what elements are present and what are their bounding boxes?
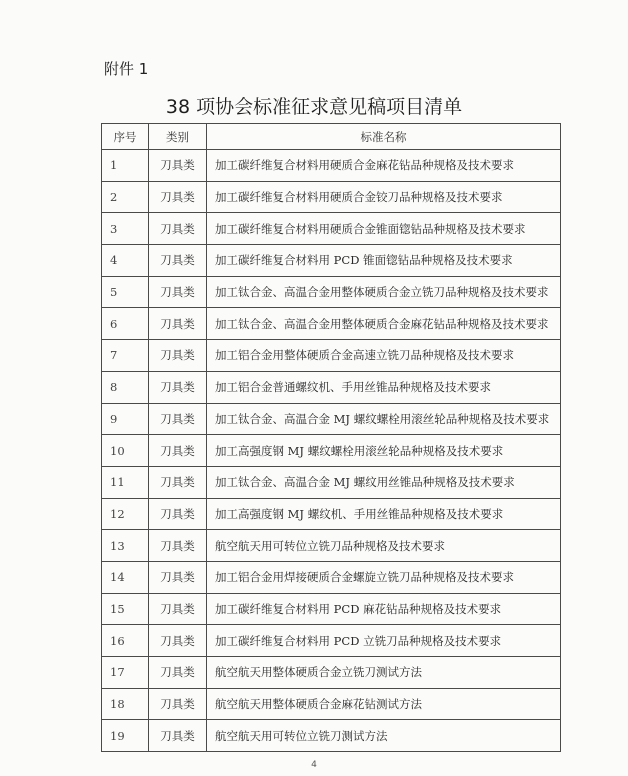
row-number: 8	[102, 371, 149, 403]
table-row	[102, 213, 561, 245]
row-number: 17	[102, 657, 149, 689]
row-standard-name: 加工碳纤维复合材料用 PCD 立铣刀品种规格及技术要求	[207, 625, 561, 657]
table-row	[102, 276, 561, 308]
row-number: 12	[102, 498, 149, 530]
table-row	[102, 498, 561, 530]
row-standard-name: 加工铝合金普通螺纹机、手用丝锥品种规格及技术要求	[207, 371, 561, 403]
table-header-row	[102, 124, 561, 150]
table-row	[102, 530, 561, 562]
row-category: 刀具类	[149, 530, 207, 562]
table-row	[102, 657, 561, 689]
standards-table	[101, 123, 561, 752]
row-standard-name: 航空航天用可转位立铣刀品种规格及技术要求	[207, 530, 561, 562]
row-category: 刀具类	[149, 181, 207, 213]
row-number: 18	[102, 688, 149, 720]
row-number: 4	[102, 245, 149, 277]
page-number: 4	[311, 760, 317, 770]
row-standard-name: 加工碳纤维复合材料用 PCD 锥面锪钻品种规格及技术要求	[207, 245, 561, 277]
row-standard-name: 加工碳纤维复合材料用 PCD 麻花钻品种规格及技术要求	[207, 593, 561, 625]
row-category: 刀具类	[149, 688, 207, 720]
row-category: 刀具类	[149, 561, 207, 593]
row-category: 刀具类	[149, 245, 207, 277]
row-number: 5	[102, 276, 149, 308]
row-category: 刀具类	[149, 276, 207, 308]
row-standard-name: 加工碳纤维复合材料用硬质合金锥面锪钻品种规格及技术要求	[207, 213, 561, 245]
header-no: 序号	[102, 124, 149, 150]
row-standard-name: 加工高强度钢 MJ 螺纹螺栓用滚丝轮品种规格及技术要求	[207, 435, 561, 467]
row-number: 14	[102, 561, 149, 593]
table-row	[102, 150, 561, 182]
row-standard-name: 加工高强度钢 MJ 螺纹机、手用丝锥品种规格及技术要求	[207, 498, 561, 530]
row-standard-name: 加工钛合金、高温合金 MJ 螺纹螺栓用滚丝轮品种规格及技术要求	[207, 403, 561, 435]
row-number: 11	[102, 466, 149, 498]
row-category: 刀具类	[149, 403, 207, 435]
row-category: 刀具类	[149, 657, 207, 689]
row-category: 刀具类	[149, 593, 207, 625]
row-standard-name: 航空航天用整体硬质合金麻花钻测试方法	[207, 688, 561, 720]
row-number: 10	[102, 435, 149, 467]
table-body	[102, 150, 561, 752]
row-number: 2	[102, 181, 149, 213]
table-row	[102, 466, 561, 498]
table-row	[102, 181, 561, 213]
row-number: 9	[102, 403, 149, 435]
row-category: 刀具类	[149, 466, 207, 498]
row-standard-name: 加工铝合金用整体硬质合金高速立铣刀品种规格及技术要求	[207, 340, 561, 372]
row-category: 刀具类	[149, 371, 207, 403]
table-row	[102, 245, 561, 277]
table-row	[102, 688, 561, 720]
row-category: 刀具类	[149, 625, 207, 657]
table-row	[102, 371, 561, 403]
table-row	[102, 308, 561, 340]
row-category: 刀具类	[149, 150, 207, 182]
table-row	[102, 561, 561, 593]
row-number: 1	[102, 150, 149, 182]
table-row	[102, 403, 561, 435]
row-standard-name: 加工铝合金用焊接硬质合金螺旋立铣刀品种规格及技术要求	[207, 561, 561, 593]
header-name: 标准名称	[207, 124, 561, 150]
row-standard-name: 航空航天用整体硬质合金立铣刀测试方法	[207, 657, 561, 689]
row-number: 3	[102, 213, 149, 245]
row-standard-name: 加工碳纤维复合材料用硬质合金铰刀品种规格及技术要求	[207, 181, 561, 213]
row-category: 刀具类	[149, 435, 207, 467]
row-number: 16	[102, 625, 149, 657]
row-number: 19	[102, 720, 149, 752]
row-standard-name: 航空航天用可转位立铣刀测试方法	[207, 720, 561, 752]
row-standard-name: 加工钛合金、高温合金 MJ 螺纹用丝锥品种规格及技术要求	[207, 466, 561, 498]
row-category: 刀具类	[149, 498, 207, 530]
table-row	[102, 720, 561, 752]
table-row	[102, 593, 561, 625]
row-standard-name: 加工钛合金、高温合金用整体硬质合金立铣刀品种规格及技术要求	[207, 276, 561, 308]
row-number: 15	[102, 593, 149, 625]
table-row	[102, 625, 561, 657]
row-number: 13	[102, 530, 149, 562]
row-category: 刀具类	[149, 720, 207, 752]
row-number: 7	[102, 340, 149, 372]
row-category: 刀具类	[149, 308, 207, 340]
table-row	[102, 340, 561, 372]
row-category: 刀具类	[149, 340, 207, 372]
row-standard-name: 加工碳纤维复合材料用硬质合金麻花钻品种规格及技术要求	[207, 150, 561, 182]
document-title: 38 项协会标准征求意见稿项目清单	[165, 96, 463, 118]
table-row	[102, 435, 561, 467]
attachment-label: 附件 1	[104, 60, 149, 78]
row-standard-name: 加工钛合金、高温合金用整体硬质合金麻花钻品种规格及技术要求	[207, 308, 561, 340]
row-number: 6	[102, 308, 149, 340]
header-category: 类别	[149, 124, 207, 150]
row-category: 刀具类	[149, 213, 207, 245]
